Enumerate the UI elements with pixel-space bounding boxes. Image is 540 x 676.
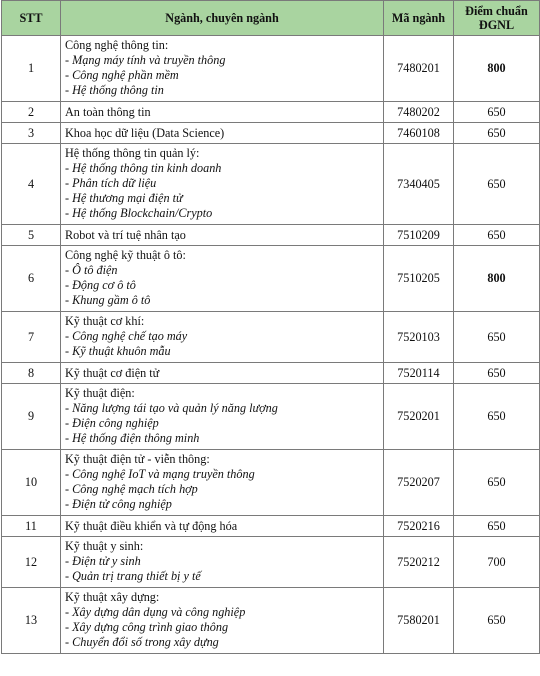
specialization: - Quản trị trang thiết bị y tế (65, 569, 201, 583)
specialization: - Hệ thương mại điện tử (65, 191, 183, 205)
row-major (61, 588, 384, 654)
row-code: 7480202 (384, 102, 454, 123)
row-code: 7520207 (384, 450, 454, 516)
table-row (2, 246, 540, 312)
major-title: Kỹ thuật điện: (65, 386, 135, 400)
header-stt: STT (2, 1, 61, 36)
row-score: 650 (454, 312, 540, 363)
row-code: 7520103 (384, 312, 454, 363)
table-row (2, 363, 540, 384)
row-score: 800 (454, 246, 540, 312)
row-score: 650 (454, 102, 540, 123)
table-row (2, 384, 540, 450)
row-code: 7340405 (384, 144, 454, 225)
header-score: Điểm chuẩn ĐGNL (454, 1, 540, 36)
table-row (2, 312, 540, 363)
row-score: 650 (454, 384, 540, 450)
row-code: 7520201 (384, 384, 454, 450)
row-score: 650 (454, 225, 540, 246)
row-stt: 9 (2, 384, 61, 450)
row-major (61, 312, 384, 363)
specialization: - Động cơ ô tô (65, 278, 136, 292)
major-title: Kỹ thuật xây dựng: (65, 590, 160, 604)
row-stt: 12 (2, 537, 61, 588)
specialization: - Kỹ thuật khuôn mẫu (65, 344, 171, 358)
row-stt: 13 (2, 588, 61, 654)
major-title: Kỹ thuật điện tử - viễn thông: (65, 452, 210, 466)
table-row (2, 450, 540, 516)
row-stt: 5 (2, 225, 61, 246)
major-title: Hệ thống thông tin quản lý: (65, 146, 200, 160)
row-major (61, 36, 384, 102)
major-title: Kỹ thuật điều khiển và tự động hóa (65, 518, 238, 533)
major-title: Kỹ thuật y sinh: (65, 539, 144, 553)
specialization: - Khung gầm ô tô (65, 293, 151, 307)
row-score: 650 (454, 123, 540, 144)
specialization: - Công nghệ phần mềm (65, 68, 179, 82)
row-major (61, 144, 384, 225)
table-row (2, 36, 540, 102)
specialization: - Phân tích dữ liệu (65, 176, 157, 190)
row-score: 650 (454, 516, 540, 537)
major-title: Robot và trí tuệ nhân tạo (65, 227, 186, 242)
row-major (61, 102, 384, 123)
table-row (2, 102, 540, 123)
row-major (61, 384, 384, 450)
specialization: - Điện công nghiệp (65, 416, 159, 430)
specialization: - Công nghệ chế tạo máy (65, 329, 188, 343)
specialization: - Xây dựng dân dụng và công nghiệp (65, 605, 246, 619)
row-code: 7520212 (384, 537, 454, 588)
major-title: An toàn thông tin (65, 104, 151, 119)
specialization: - Mạng máy tính và truyền thông (65, 53, 226, 67)
admission-score-table (1, 0, 540, 654)
table-row (2, 225, 540, 246)
row-major (61, 516, 384, 537)
row-score: 650 (454, 144, 540, 225)
specialization: - Điện tử công nghiệp (65, 497, 172, 511)
row-major (61, 537, 384, 588)
specialization: - Điện tử y sinh (65, 554, 141, 568)
table-row (2, 516, 540, 537)
specialization: - Hệ thống thông tin (65, 83, 164, 97)
row-major (61, 450, 384, 516)
specialization: - Ô tô điện (65, 263, 118, 277)
header-name: Ngành, chuyên ngành (61, 1, 384, 36)
row-code: 7480201 (384, 36, 454, 102)
row-score: 650 (454, 363, 540, 384)
row-score: 650 (454, 588, 540, 654)
table-row (2, 537, 540, 588)
specialization: - Hệ thống thông tin kinh doanh (65, 161, 222, 175)
row-major (61, 225, 384, 246)
row-code: 7510205 (384, 246, 454, 312)
major-title: Kỹ thuật cơ điện tử (65, 365, 160, 380)
table-header-row (2, 1, 540, 36)
major-title: Kỹ thuật cơ khí: (65, 314, 145, 328)
row-score: 650 (454, 450, 540, 516)
specialization: - Chuyển đổi số trong xây dựng (65, 635, 219, 649)
row-stt: 4 (2, 144, 61, 225)
row-stt: 8 (2, 363, 61, 384)
row-code: 7520216 (384, 516, 454, 537)
row-stt: 6 (2, 246, 61, 312)
row-score: 700 (454, 537, 540, 588)
table-row (2, 588, 540, 654)
row-stt: 10 (2, 450, 61, 516)
specialization: - Xây dựng công trình giao thông (65, 620, 229, 634)
specialization: - Công nghệ mạch tích hợp (65, 482, 198, 496)
specialization: - Công nghệ IoT và mạng truyền thông (65, 467, 255, 481)
row-major (61, 363, 384, 384)
specialization: - Năng lượng tái tạo và quản lý năng lượng (65, 401, 278, 415)
row-code: 7510209 (384, 225, 454, 246)
header-code: Mã ngành (384, 1, 454, 36)
row-score: 800 (454, 36, 540, 102)
row-stt: 2 (2, 102, 61, 123)
table-row (2, 123, 540, 144)
table-row (2, 144, 540, 225)
row-stt: 1 (2, 36, 61, 102)
major-title: Công nghệ kỹ thuật ô tô: (65, 248, 186, 262)
row-code: 7460108 (384, 123, 454, 144)
specialization: - Hệ thống Blockchain/Crypto (65, 206, 213, 220)
row-code: 7580201 (384, 588, 454, 654)
row-stt: 11 (2, 516, 61, 537)
row-major (61, 123, 384, 144)
specialization: - Hệ thống điện thông minh (65, 431, 200, 445)
major-title: Khoa học dữ liệu (Data Science) (65, 125, 225, 140)
row-stt: 7 (2, 312, 61, 363)
row-major (61, 246, 384, 312)
table-body (2, 36, 540, 654)
row-stt: 3 (2, 123, 61, 144)
row-code: 7520114 (384, 363, 454, 384)
major-title: Công nghệ thông tin: (65, 38, 169, 52)
